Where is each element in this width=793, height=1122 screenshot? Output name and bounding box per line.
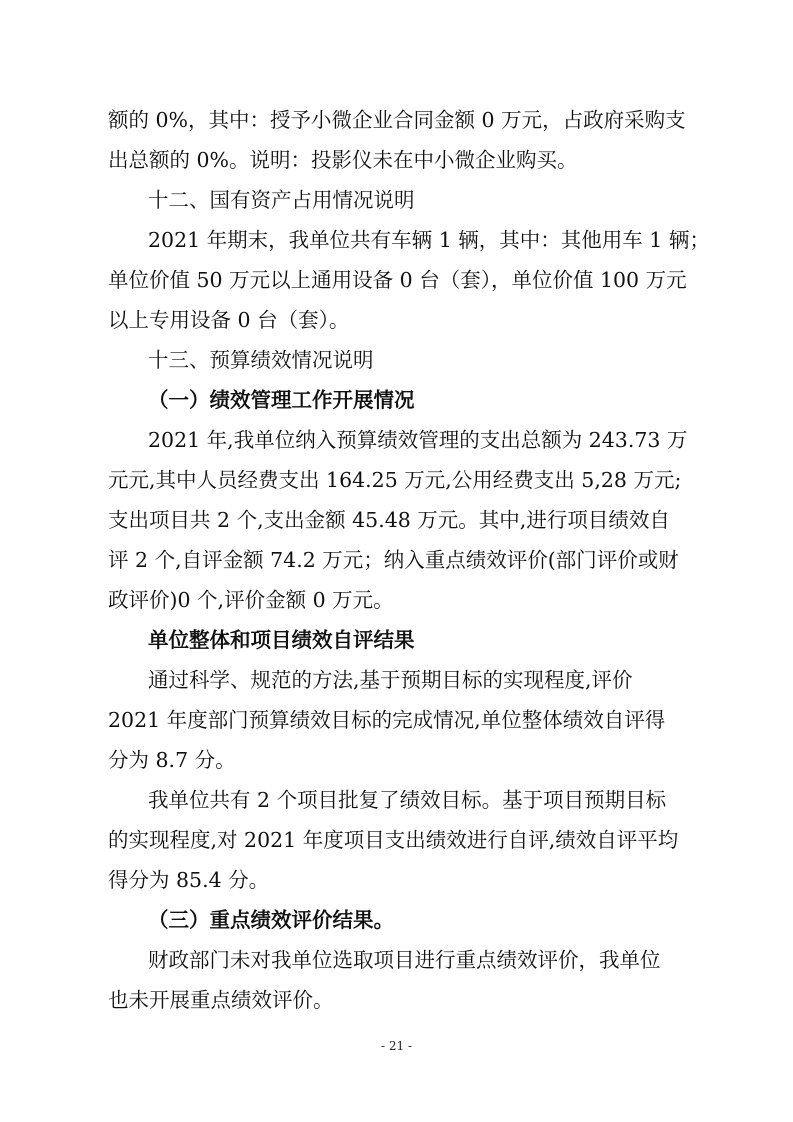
paragraph-line: 我单位共有 2 个项目批复了绩效目标。基于项目预期目标: [148, 788, 667, 812]
paragraph-line: 也未开展重点绩效评价。: [108, 988, 334, 1012]
paragraph-line: 以上专用设备 0 台（套）。: [108, 308, 350, 332]
section-heading-13: 十三、预算绩效情况说明: [148, 348, 374, 372]
paragraph-line: 支出项目共 2 个,支出金额 45.48 万元。其中,进行项目绩效自: [108, 508, 670, 532]
paragraph-line: 2021 年,我单位纳入预算绩效管理的支出总额为 243.73 万: [148, 428, 688, 452]
paragraph-line: 的实现程度,对 2021 年度项目支出绩效进行自评,绩效自评平均: [108, 828, 679, 852]
paragraph-line: 出总额的 0%。说明：投影仪未在中小微企业购买。: [108, 148, 578, 172]
paragraph-line: 额的 0%，其中：授予小微企业合同金额 0 万元，占政府采购支: [108, 108, 686, 132]
paragraph-line: 得分为 85.4 分。: [108, 868, 270, 892]
paragraph-line: 政评价)0 个,评价金额 0 万元。: [108, 588, 394, 612]
paragraph-line: 分为 8.7 分。: [108, 748, 236, 772]
paragraph-line: 元元,其中人员经费支出 164.25 万元,公用经费支出 5,28 万元;: [108, 468, 682, 492]
paragraph-line: 通过科学、规范的方法,基于预期目标的实现程度,评价: [148, 668, 633, 692]
subheading-1: （一）绩效管理工作开展情况: [148, 388, 415, 412]
paragraph-line: 单位价值 50 万元以上通用设备 0 台（套），单位价值 100 万元: [108, 268, 687, 292]
subheading-3: （三）重点绩效评价结果。: [148, 908, 394, 932]
page-number: - 21 -: [380, 1039, 412, 1053]
section-heading-12: 十二、国有资产占用情况说明: [148, 188, 415, 212]
paragraph-line: 评 2 个,自评金额 74.2 万元；纳入重点绩效评价(部门评价或财: [108, 548, 679, 572]
paragraph-line: 财政部门未对我单位选取项目进行重点绩效评价，我单位: [148, 948, 661, 972]
paragraph-line: 2021 年期末，我单位共有车辆 1 辆，其中：其他用车 1 辆；: [148, 228, 710, 252]
paragraph-line: 2021 年度部门预算绩效目标的完成情况,单位整体绩效自评得: [108, 708, 666, 732]
subheading-self-evaluation: 单位整体和项目绩效自评结果: [148, 628, 415, 652]
